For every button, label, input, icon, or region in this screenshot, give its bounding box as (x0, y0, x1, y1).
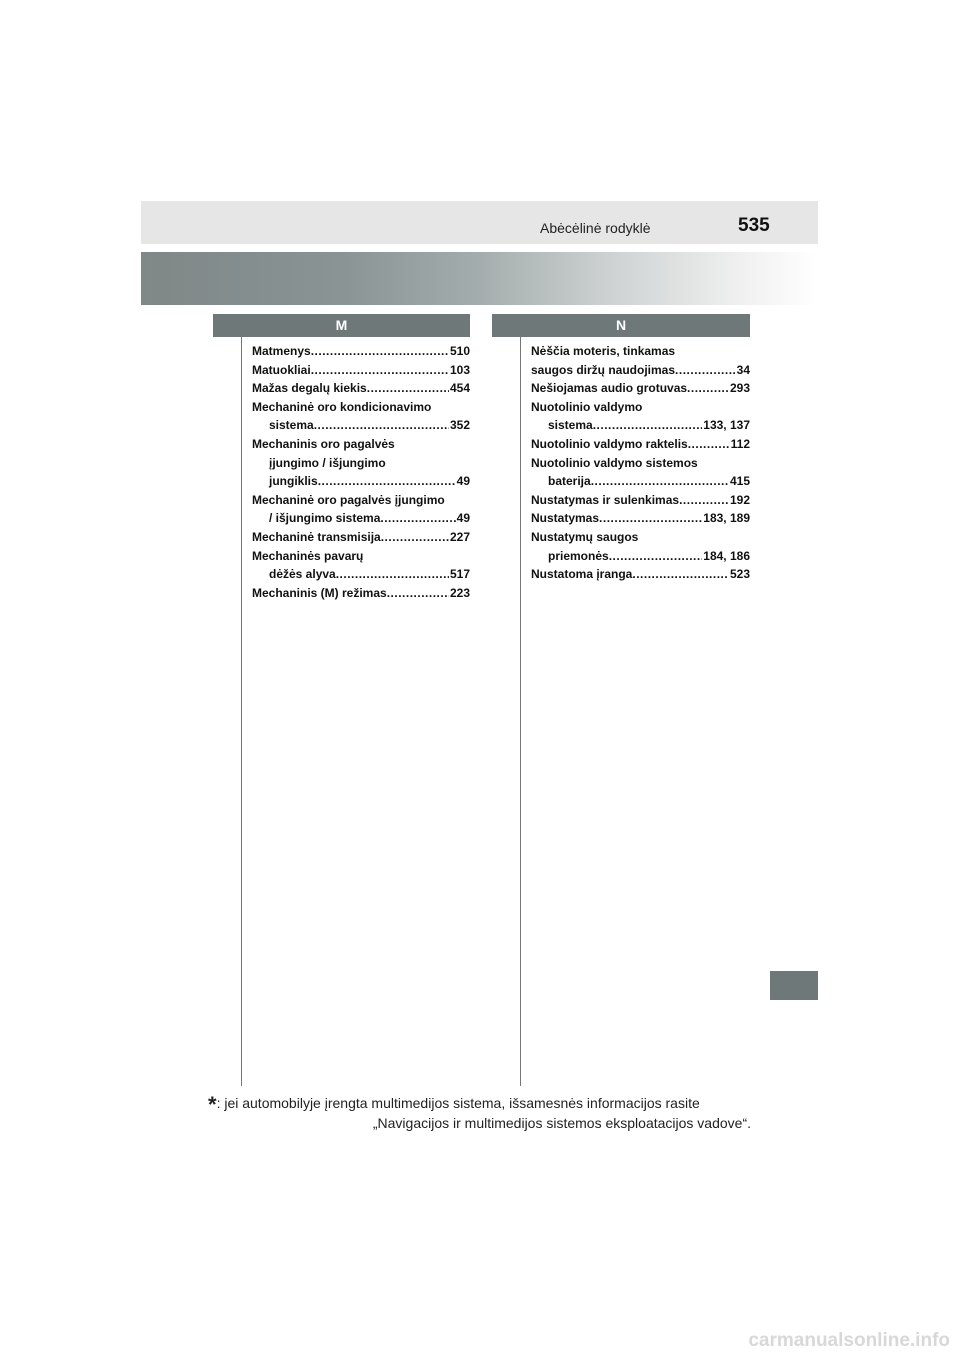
index-entry (531, 565, 750, 584)
index-entry (252, 584, 470, 603)
entry-page-ref: 510 (449, 344, 470, 358)
footnote-marker: * (208, 1092, 217, 1117)
index-entry-line (531, 361, 750, 380)
entry-text: dėžės alyva (269, 567, 336, 582)
leader-dots (318, 472, 456, 491)
index-entry (252, 547, 470, 584)
entry-page-ref: 49 (456, 511, 470, 526)
index-entry-line (531, 379, 750, 398)
entry-text: Nustatymas ir sulenkimas (531, 492, 680, 507)
entry-page-ref: 192 (729, 492, 750, 507)
index-entry-line (252, 472, 470, 491)
entry-page-ref: 293 (729, 381, 750, 396)
index-entry-line (531, 528, 750, 547)
entry-page-ref: 517 (449, 567, 470, 582)
leader-dots (632, 565, 729, 584)
index-entry-line (252, 584, 470, 603)
entry-page-ref: 112 (730, 436, 750, 451)
leader-dots (675, 361, 736, 380)
index-entry (252, 491, 470, 528)
entry-page-ref: 34 (736, 362, 750, 377)
index-entry (252, 398, 470, 435)
leader-dots (387, 584, 449, 603)
entry-text: Nustatymų saugos (531, 529, 639, 544)
footnote-text-1: : jei automobilyje įrengta multimedijos sistema, išsamesnės informacijos rasite (216, 1095, 700, 1111)
entry-text: Nėščia moteris, tinkamas (531, 344, 676, 358)
index-entry (531, 435, 750, 454)
entry-text: Nešiojamas audio grotuvas (531, 381, 688, 396)
entry-text: Mechaninė oro pagalvės įjungimo (252, 492, 445, 507)
entry-text: Mechaninis oro pagalvės (252, 436, 395, 451)
index-entry (252, 361, 470, 380)
entry-text: priemonės (548, 548, 609, 563)
column-divider-right (520, 337, 521, 1086)
index-entry-line (531, 342, 750, 361)
entry-page-ref: 415 (729, 474, 750, 489)
leader-dots (688, 435, 730, 454)
leader-dots (381, 528, 449, 547)
entry-text: Nuotolinio valdymo (531, 399, 643, 414)
column-divider-left (241, 337, 242, 1086)
index-entry-line (531, 454, 750, 473)
entry-text: jungiklis (269, 474, 318, 489)
index-entry-line (252, 398, 470, 417)
entry-text: Mechaninė transmisija (252, 529, 381, 544)
index-entry-line (252, 509, 470, 528)
index-entry (252, 379, 470, 398)
entry-page-ref: 454 (449, 381, 470, 396)
leader-dots (380, 509, 455, 528)
index-entry-line (252, 379, 470, 398)
leader-dots (311, 342, 449, 361)
index-entry-line (252, 435, 470, 454)
entry-page-ref: 49 (456, 474, 470, 489)
footnote-line-1 (208, 1092, 751, 1117)
entry-text: Matuokliai (252, 362, 311, 377)
index-entry-line (252, 454, 470, 473)
index-entry (252, 342, 470, 361)
index-entry (252, 528, 470, 547)
entry-page-ref: 103 (449, 362, 470, 377)
index-entry (531, 398, 750, 435)
entry-page-ref: 223 (449, 585, 470, 600)
entry-text: Mechaninės pavarų (252, 548, 364, 563)
leader-dots (336, 565, 449, 584)
entry-text: Nustatoma įranga (531, 567, 633, 582)
page-number: 535 (738, 215, 770, 236)
index-entry-line (531, 565, 750, 584)
index-entry-line (252, 361, 470, 380)
index-entry-line (531, 416, 750, 435)
index-entry (531, 342, 750, 379)
leader-dots (609, 547, 703, 566)
entry-text: Mažas degalų kiekis (252, 381, 367, 396)
index-entry-line (252, 342, 470, 361)
leader-dots (593, 416, 703, 435)
index-entry-line (531, 435, 750, 454)
header-gradient-band (141, 252, 818, 305)
column-heading-m: M (213, 314, 470, 337)
entry-text: Nustatymas (531, 511, 600, 526)
index-entry-line (531, 509, 750, 528)
leader-dots (367, 379, 449, 398)
entry-page-ref: 352 (449, 418, 470, 433)
entry-text: baterija (548, 474, 591, 489)
index-entry (531, 509, 750, 528)
entry-text: / išjungimo sistema (269, 511, 381, 526)
index-entry (252, 435, 470, 491)
index-entry-line (252, 565, 470, 584)
section-tab-marker (770, 971, 818, 1000)
index-entry-line (531, 547, 750, 566)
entry-text: Nuotolinio valdymo raktelis (531, 436, 688, 451)
entry-text: sistema (269, 418, 314, 433)
entry-text: Matmenys (252, 344, 311, 358)
footnote-line-2: „Navigacijos ir multimedijos sistemos eksploatacijos vadove“. (372, 1115, 751, 1131)
leader-dots (599, 509, 702, 528)
index-entry-line (531, 398, 750, 417)
header-bar (141, 201, 818, 244)
index-entry (531, 528, 750, 565)
footnote (208, 1093, 751, 1133)
entry-text: įjungimo / išjungimo (269, 455, 386, 470)
watermark: carmanualsonline.info (748, 1330, 950, 1351)
entry-text: Nuotolinio valdymo sistemos (531, 455, 698, 470)
entry-text: Mechaninė oro kondicionavimo (252, 399, 432, 414)
entry-page-ref: 227 (449, 529, 470, 544)
index-entry-line (252, 528, 470, 547)
leader-dots (679, 491, 729, 510)
entry-text: sistema (548, 418, 593, 433)
column-heading-n: N (492, 314, 750, 337)
index-entry-line (252, 416, 470, 435)
index-entry (531, 454, 750, 491)
index-column-m (252, 342, 470, 602)
index-entry-line (531, 491, 750, 510)
index-entry (531, 379, 750, 398)
entry-page-ref: 183, 189 (703, 511, 750, 526)
entry-page-ref: 184, 186 (703, 548, 750, 563)
entry-page-ref: 523 (729, 567, 750, 582)
entry-page-ref: 133, 137 (703, 418, 750, 433)
index-column-n (531, 342, 750, 584)
leader-dots (311, 361, 449, 380)
index-entry-line (531, 472, 750, 491)
leader-dots (687, 379, 729, 398)
leader-dots (314, 416, 449, 435)
entry-text: Mechaninis (M) režimas (252, 585, 387, 600)
index-entry (531, 491, 750, 510)
index-entry-line (252, 547, 470, 566)
entry-text: saugos diržų naudojimas (531, 362, 676, 377)
section-title: Abėcėlinė rodyklė (540, 220, 651, 236)
leader-dots (591, 472, 729, 491)
index-entry-line (252, 491, 470, 510)
